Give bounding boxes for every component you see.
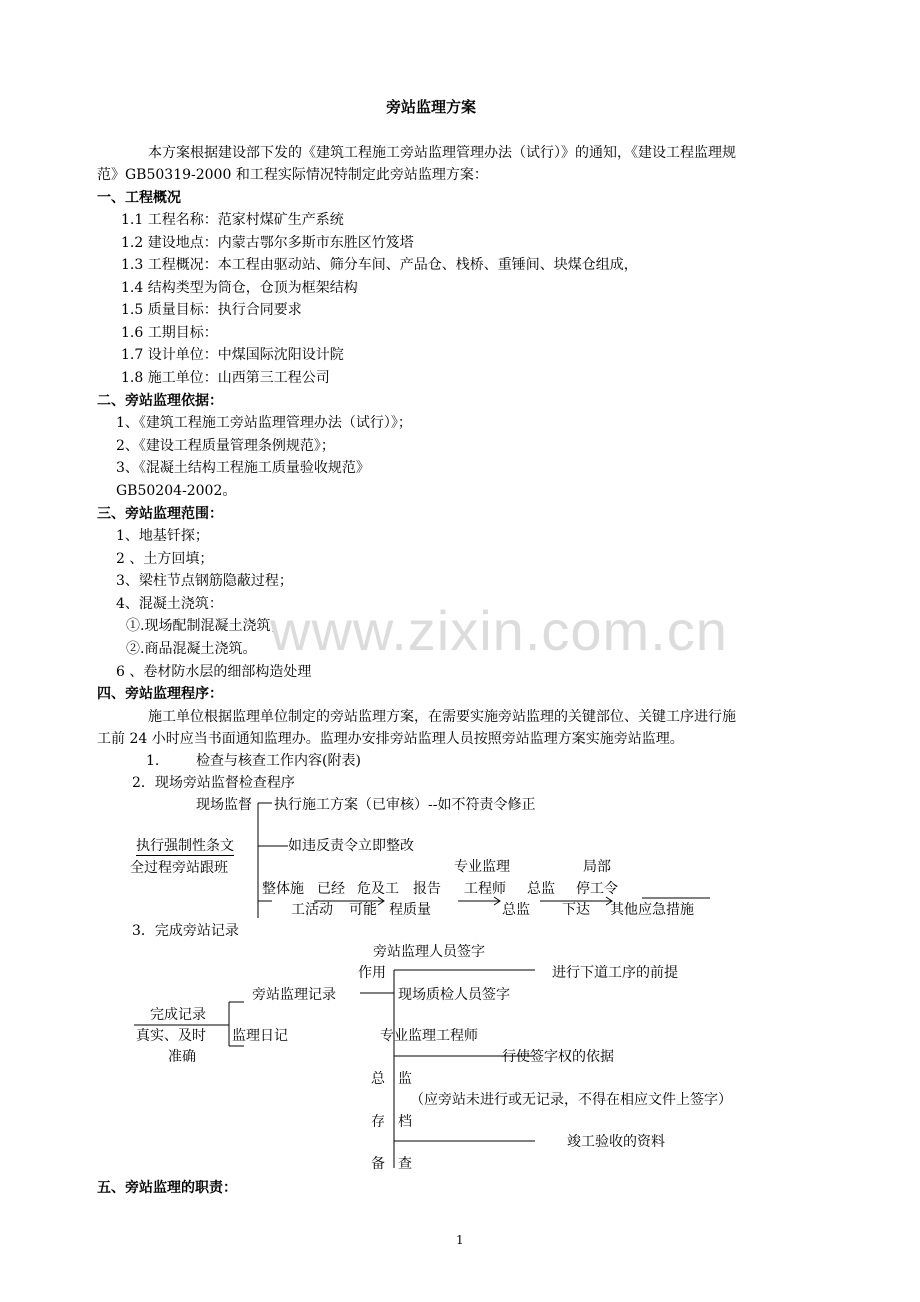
rec-completion: 竣工验收的资料 — [567, 1134, 665, 1150]
s1-item-5: 1.5 质量目标：执行合同要求 — [121, 302, 302, 318]
rec-dang: 档 — [398, 1114, 412, 1130]
flow-already: 已经 — [317, 881, 345, 897]
flow-engineer: 工程师 — [464, 881, 506, 897]
flow-mandatory-clauses: 执行强制性条文 — [136, 838, 234, 854]
s3-item-6: 6 、卷材防水层的细部构造处理 — [116, 664, 312, 680]
flow-possible: 可能 — [349, 902, 377, 918]
rec-bei: 备 — [371, 1156, 385, 1172]
s4-item-3: 3．完成旁站记录 — [132, 923, 239, 939]
s1-item-3: 1.3 工程概况：本工程由驱动站、筛分车间、产品仓、栈桥、重锤间、块煤仓组成， — [121, 257, 638, 273]
rec-sign-staff: 旁站监理人员签字 — [373, 944, 485, 960]
flow-partial: 局部 — [583, 859, 611, 875]
section-5-heading: 五、旁站监理的职责： — [97, 1180, 237, 1196]
s1-item-2: 1.2 建设地点：内蒙古鄂尔多斯市东胜区竹笈塔 — [121, 235, 414, 251]
rec-next-step: 进行下道工序的前提 — [552, 965, 678, 981]
rec-prof-engineer: 专业监理工程师 — [380, 1028, 478, 1044]
intro-line-1: 本方案根据建设部下发的《建筑工程施工旁站监理管理办法（试行）》的通知，《建设工程监理规 — [148, 145, 736, 161]
page-title: 旁站监理方案 — [386, 98, 477, 116]
flow-overall-2: 工活动 — [291, 902, 333, 918]
rec-onsite-qc: 现场质检人员签字 — [398, 987, 510, 1003]
s4-para-line-1: 施工单位根据监理单位制定的旁站监理方案，在需要实施旁站监理的关键部位、关键工序进行施 — [148, 709, 736, 725]
s2-item-4: GB50204-2002。 — [116, 483, 237, 499]
flow-endanger-2: 程质量 — [389, 902, 431, 918]
s3-item-4a: ①.现场配制混凝土浇筑； — [126, 618, 285, 634]
flow-prof-supervisor: 专业监理 — [454, 859, 510, 875]
s1-item-6: 1.6 工期目标： — [121, 325, 218, 341]
rec-accurate-1: 真实、及时 — [136, 1028, 206, 1044]
rec-accurate-2: 准确 — [168, 1049, 196, 1065]
flow-stop-order: 停工令 — [576, 881, 618, 897]
flow-onsite-supervision: 现场监督 — [196, 797, 252, 813]
flow-full-process: 全过程旁站跟班 — [130, 860, 228, 876]
flow-report: 报告 — [413, 881, 441, 897]
s2-item-2: 2、《建设工程质量管理条例规范》； — [116, 438, 335, 454]
s3-item-3: 3、梁柱节点钢筋隐蔽过程； — [116, 573, 293, 589]
section-1-heading: 一、工程概况 — [97, 190, 181, 206]
section-4-heading: 四、旁站监理程序： — [97, 686, 223, 702]
s4-para-line-2: 工前 24 小时应当书面通知监理办。监理办安排旁站监理人员按照旁站监理方案实施旁站监理。 — [97, 731, 684, 747]
page-number: 1 — [456, 1233, 464, 1247]
rec-zong: 总 — [371, 1071, 385, 1087]
s2-item-3: 3、《混凝土结构工程施工质量验收规范》 — [116, 460, 370, 476]
flow-endanger-1: 危及工 — [357, 881, 399, 897]
s3-item-4b: ②.商品混凝土浇筑。 — [126, 641, 257, 657]
s4-item-1-text: 检查与核查工作内容(附表) — [196, 753, 361, 769]
watermark: www.zixin.com.cn — [270, 599, 728, 662]
rec-cha: 查 — [398, 1156, 412, 1172]
flow-chief-1: 总监 — [527, 881, 555, 897]
flow-violation-rectify: ——如违反责令立即整改 — [260, 838, 414, 854]
rec-complete: 完成记录 — [150, 1007, 206, 1023]
rec-sign-right: 行使签字权的依据 — [502, 1049, 614, 1065]
s2-item-1: 1、《建筑工程施工旁站监理管理办法（试行）》； — [116, 415, 412, 431]
flow-overall-1: 整体施 — [262, 881, 304, 897]
intro-line-2: 范》GB50319-2000 和工程实际情况特制定此旁站监理方案： — [97, 167, 488, 183]
s3-item-4: 4、混凝土浇筑： — [116, 596, 223, 612]
s4-item-2: 2．现场旁站监督检查程序 — [132, 775, 295, 791]
rec-purpose: 作用 — [358, 965, 386, 981]
rec-cun: 存 — [371, 1114, 385, 1130]
rec-log: 旁站监理记录 — [252, 987, 336, 1003]
s1-item-4: 1.4 结构类型为筒仓，仓顶为框架结构 — [121, 280, 358, 296]
flow-issue: 下达 — [562, 902, 590, 918]
s1-item-1: 1.1 工程名称：范家村煤矿生产系统 — [121, 212, 344, 228]
s3-item-1: 1、地基钎探； — [116, 528, 209, 544]
s1-item-7: 1.7 设计单位：中煤国际沈阳设计院 — [121, 347, 344, 363]
rec-note: （应旁站未进行或无记录，不得在相应文件上签字） — [410, 1092, 732, 1108]
flow-execute-plan: 执行施工方案（已审核）--如不符责令修正 — [274, 797, 536, 813]
s4-item-1-number: 1. — [146, 753, 160, 769]
s1-item-8: 1.8 施工单位：山西第三工程公司 — [121, 370, 330, 386]
section-3-heading: 三、旁站监理范围： — [97, 506, 223, 522]
section-2-heading: 二、旁站监理依据： — [97, 393, 223, 409]
flow-emergency: 其他应急措施 — [610, 902, 694, 918]
rec-jian: 监 — [398, 1071, 412, 1087]
rec-diary: 监理日记 — [232, 1028, 288, 1044]
flow-chief-2: 总监 — [502, 902, 530, 918]
s3-item-2: 2 、土方回填； — [116, 551, 214, 567]
